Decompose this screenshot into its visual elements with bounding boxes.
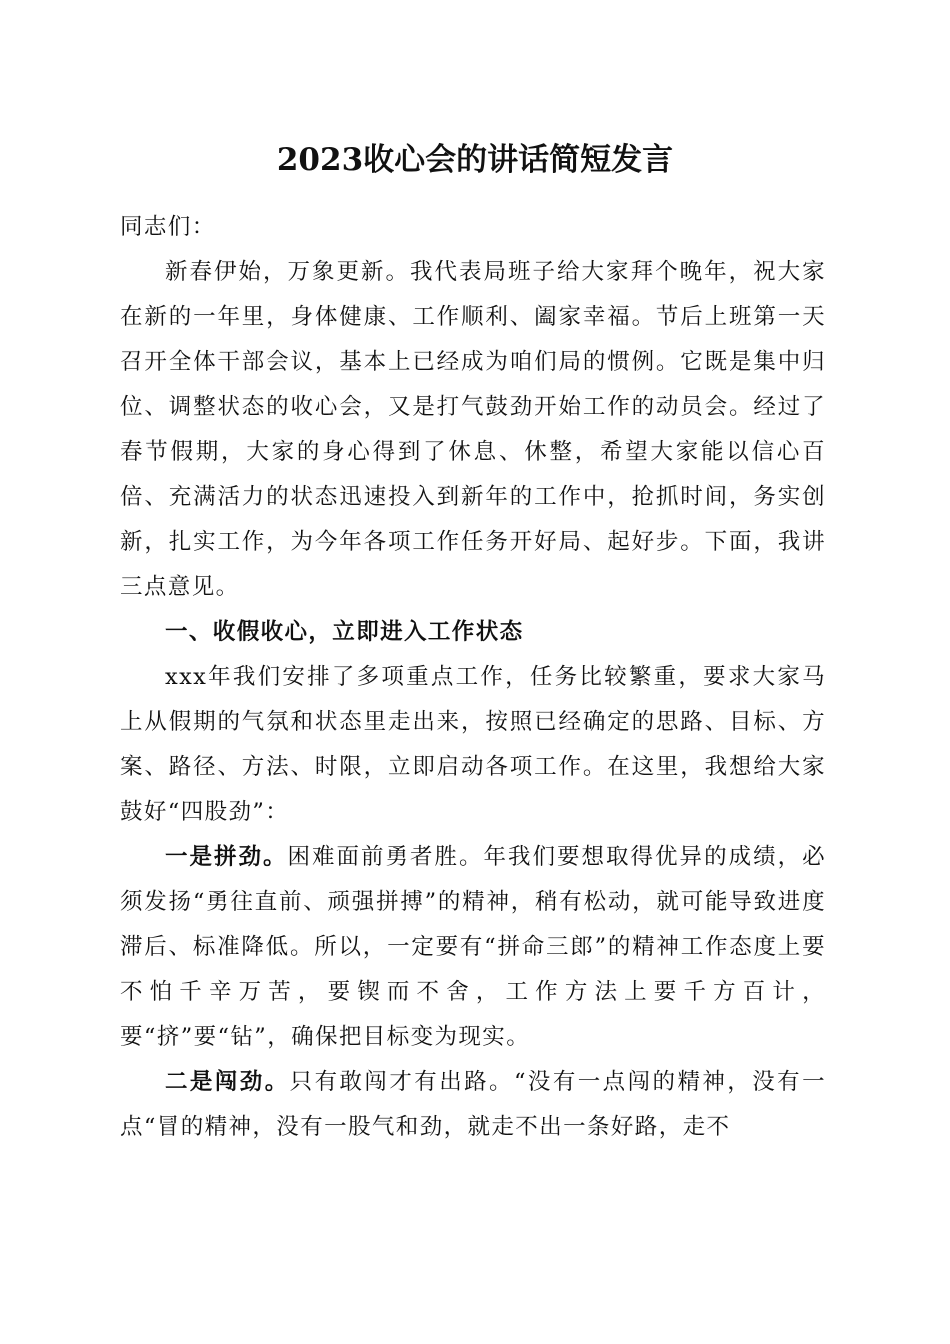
point-2-lead: 二是闯劲。: [165, 1069, 290, 1095]
document-title: 2023收心会的讲话简短发言: [276, 142, 674, 178]
point-2-paragraph: [120, 1060, 826, 1150]
point-1-lead: 一是拼劲。: [165, 844, 288, 870]
section-1-paragraph: xxx年我们安排了多项重点工作，任务比较繁重，要求大家马上从假期的气氛和状态里走出来，按照已经确定的思路、目标、方案、路径、方法、时限，立即启动各项工作。在这里，我想给大家鼓好“四股劲”：: [120, 664, 826, 825]
point-1-paragraph: [120, 835, 826, 1060]
salutation: 同志们：: [120, 214, 216, 240]
point-1-text: 困难面前勇者胜。年我们要想取得优异的成绩，必须发扬“勇往直前、顽强拼搏”的精神，稍有松动，就可能导致进度滞后、标准降低。所以，一定要有“拼命三郎”的精神工作态度上要不怕千辛万苦，要锲而不舍，工作方法上要千方百计，要“挤”要“钻”，确保把目标变为现实。: [120, 844, 826, 1050]
section-1-heading: 一、收假收心，立即进入工作状态: [165, 619, 524, 645]
intro-paragraph: 新春伊始，万象更新。我代表局班子给大家拜个晚年，祝大家在新的一年里，身体健康、工作顺利、阖家幸福。节后上班第一天召开全体干部会议，基本上已经成为咱们局的惯例。它既是集中归位、调整状态的收心会，又是打气鼓劲开始工作的动员会。经过了春节假期，大家的身心得到了休息、休整，希望大家能以信心百倍、充满活力的状态迅速投入到新年的工作中，抢抓时间，务实创新，扎实工作，为今年各项工作任务开好局、起好步。下面，我讲三点意见。: [120, 259, 826, 600]
document-body: [120, 205, 826, 1150]
point-2-text: 只有敢闯才有出路。“没有一点闯的精神，没有一点“冒的精神，没有一股气和劲，就走不出一条好路，走不: [120, 1069, 826, 1140]
